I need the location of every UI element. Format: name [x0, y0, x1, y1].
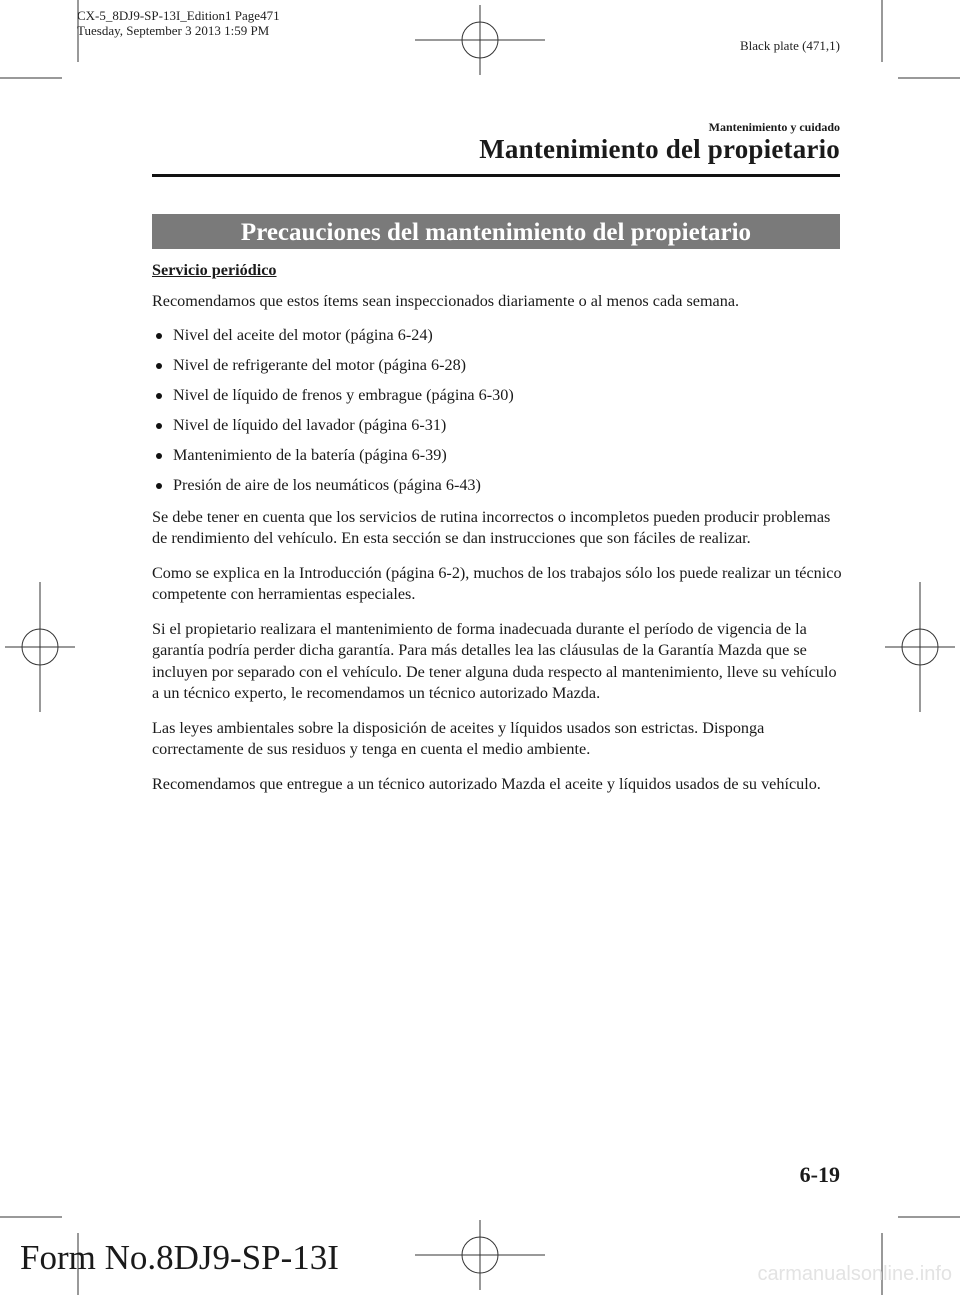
list-item — [152, 475, 842, 497]
print-info-line2: Tuesday, September 3 2013 1:59 PM — [77, 23, 270, 38]
intro-paragraph: Recomendamos que estos ítems sean inspeccionados diariamente o al menos cada semana. — [152, 291, 740, 310]
section-title: Mantenimiento del propietario — [479, 134, 840, 164]
page-number: 6-19 — [799, 1162, 840, 1187]
print-info — [77, 8, 280, 38]
form-number: Form No.8DJ9-SP-13I — [20, 1238, 339, 1277]
body-paragraph: Se debe tener en cuenta que los servicios de rutina incorrectos o incompletos pueden producir problemas de rendimiento del vehículo. En esta sección se dan instrucciones que son fáciles de realizar. — [152, 507, 831, 547]
bullet-dot-icon — [156, 393, 162, 399]
list-item-text: Presión de aire de los neumáticos (página 6-43) — [173, 476, 481, 494]
list-item — [152, 445, 842, 467]
subheading: Servicio periódico — [152, 261, 277, 279]
body-paragraph: Si el propietario realizara el mantenimiento de forma inadecuada durante el período de vigencia de la garantía podría perder dicha garantía. Para más detalles lea las cláusulas de la Garantía Mazda que se incluyen por separado con el vehículo. De tener alguna duda respecto al mantenimiento, lleve su vehículo a un técnico experto, le recomendamos un técnico autorizado Mazda. — [152, 619, 837, 702]
list-item — [152, 325, 842, 347]
bullet-dot-icon — [156, 483, 162, 489]
watermark: carmanualsonline.info — [757, 1263, 952, 1285]
section-category: Mantenimiento y cuidado — [708, 120, 840, 134]
list-item-text: Nivel del aceite del motor (página 6-24) — [173, 326, 433, 344]
list-item — [152, 355, 842, 377]
checklist — [152, 325, 842, 497]
banner-title: Precauciones del mantenimiento del propietario — [152, 214, 840, 249]
main-content — [152, 260, 842, 808]
body-paragraph: Las leyes ambientales sobre la disposición de aceites y líquidos usados son estrictas. Disponga correctamente de sus residuos y tenga en cuenta el medio ambiente. — [152, 718, 765, 758]
list-item-text: Mantenimiento de la batería (página 6-39) — [173, 446, 447, 464]
body-paragraph: Como se explica en la Introducción (página 6-2), muchos de los trabajos sólo los puede realizar un técnico competente con herramientas especiales. — [152, 563, 842, 603]
list-item — [152, 415, 842, 437]
bullet-dot-icon — [156, 333, 162, 339]
bullet-dot-icon — [156, 423, 162, 429]
print-info-line1: CX-5_8DJ9-SP-13I_Edition1 Page471 — [77, 8, 280, 23]
list-item-text: Nivel de líquido de frenos y embrague (página 6-30) — [173, 386, 514, 404]
body-paragraph: Recomendamos que entregue a un técnico autorizado Mazda el aceite y líquidos usados de su vehículo. — [152, 774, 821, 793]
plate-label: Black plate (471,1) — [740, 38, 840, 53]
list-item — [152, 385, 842, 407]
list-item-text: Nivel de líquido del lavador (página 6-31) — [173, 416, 447, 434]
bullet-dot-icon — [156, 363, 162, 369]
header-rule — [152, 174, 840, 177]
list-item-text: Nivel de refrigerante del motor (página 6-28) — [173, 356, 467, 374]
bullet-dot-icon — [156, 453, 162, 459]
